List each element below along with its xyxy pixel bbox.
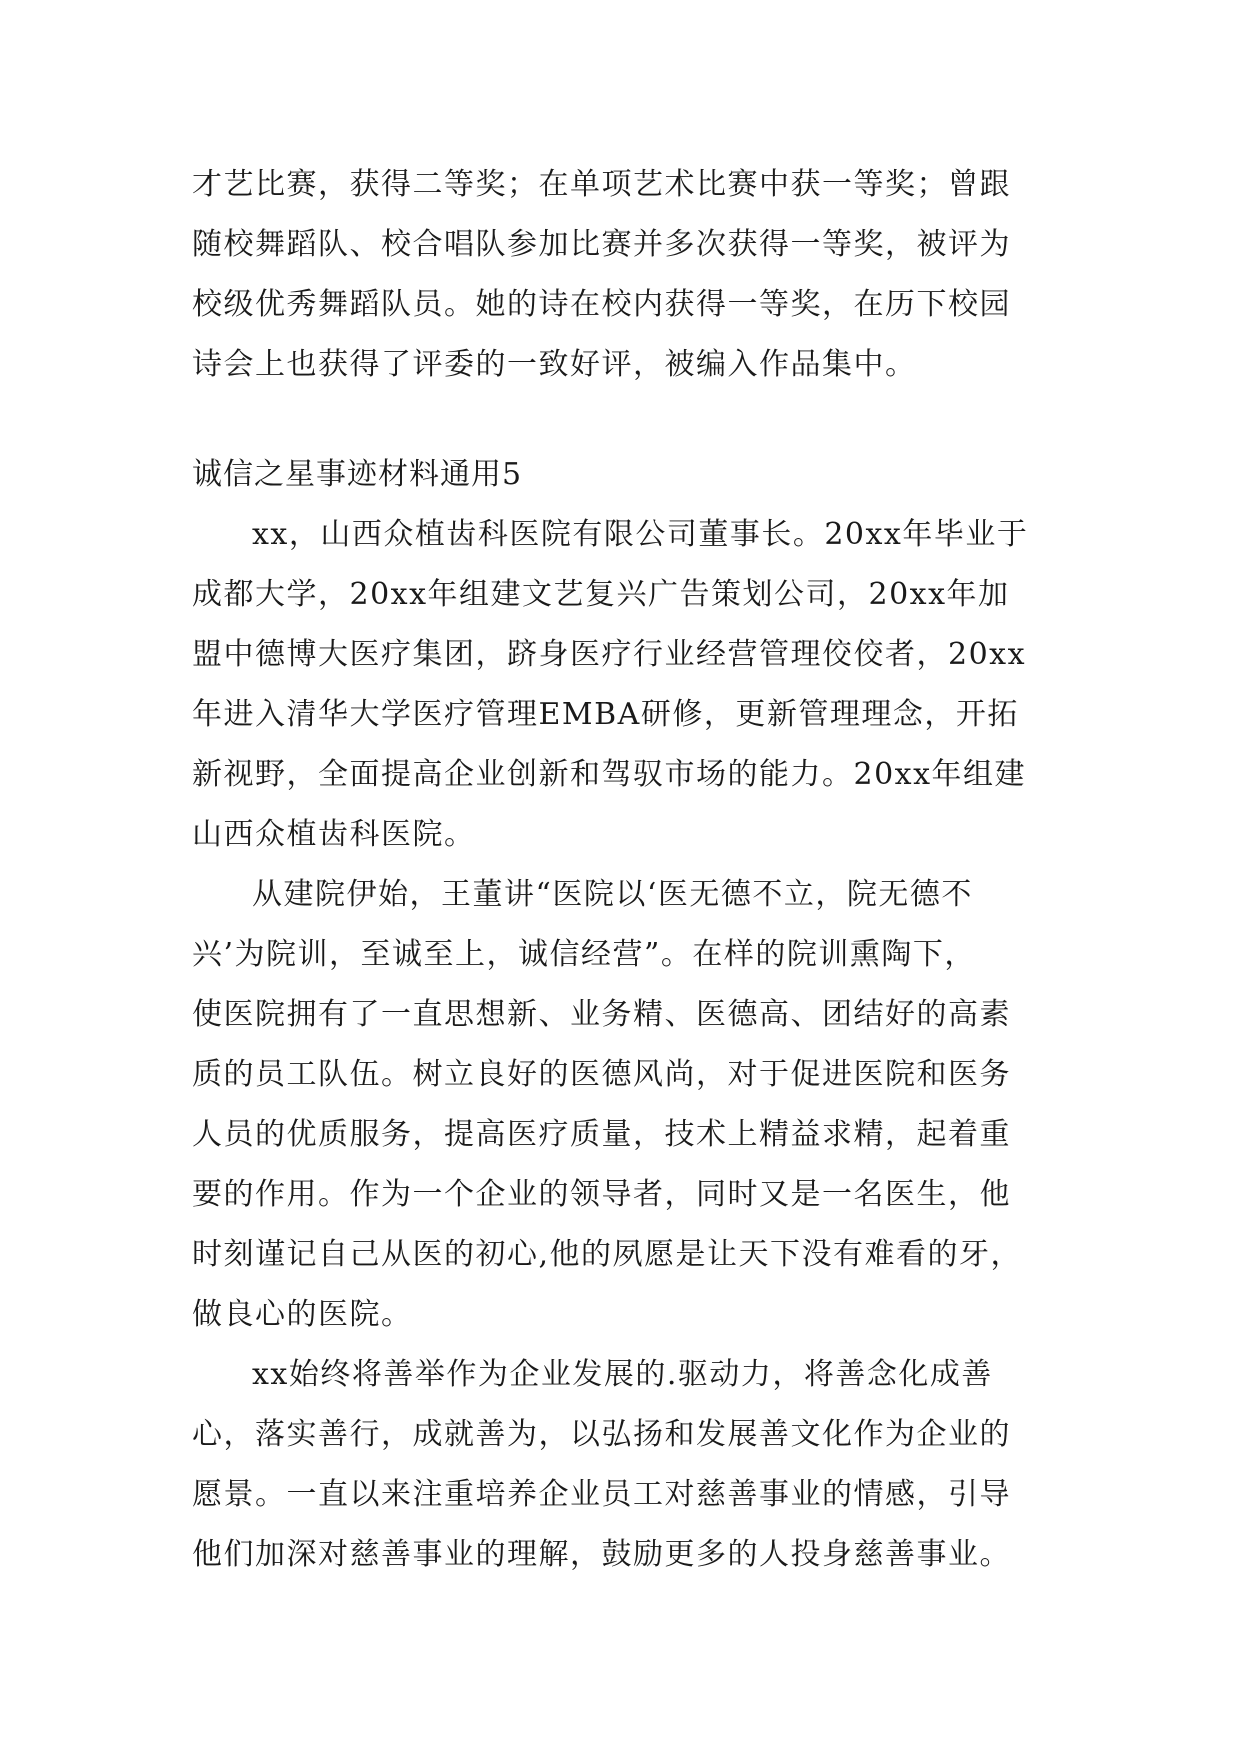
text-line: 做良心的医院。 (192, 1297, 413, 1332)
text-line: 成都大学，20xx年组建文艺复兴广告策划公司，20xx年加 (192, 577, 1010, 612)
section-title: 诚信之星事迹材料通用5 (192, 457, 523, 492)
text-line: 盟中德博大医疗集团，跻身医疗行业经营管理佼佼者，20xx (192, 637, 1027, 672)
text-line: 愿景。一直以来注重培养企业员工对慈善事业的情感，引导 (192, 1477, 1011, 1512)
text-line: 要的作用。作为一个企业的领导者，同时又是一名医生，他 (192, 1177, 1011, 1212)
text-line: xx始终将善举作为企业发展的.驱动力，将善念化成善 (252, 1357, 993, 1392)
text-line: 新视野，全面提高企业创新和驾驭市场的能力。20xx年组建 (192, 757, 1027, 792)
text-line: 才艺比赛，获得二等奖；在单项艺术比赛中获一等奖；曾跟 (192, 167, 1011, 202)
text-line: 从建院伊始，王董讲“医院以‘医无德不立，院无德不 (252, 877, 973, 912)
text-line: 校级优秀舞蹈队员。她的诗在校内获得一等奖，在历下校园 (192, 287, 1011, 322)
text-line: 心，落实善行，成就善为，以弘扬和发展善文化作为企业的 (192, 1417, 1011, 1452)
text-line: 山西众植齿科医院。 (192, 817, 476, 852)
text-line: 兴’为院训，至诚至上，诚信经营”。在样的院训熏陶下， (192, 937, 976, 972)
text-line: 使医院拥有了一直思想新、业务精、医德高、团结好的高素 (192, 997, 1011, 1032)
text-line: 时刻谨记自己从医的初心,他的夙愿是让天下没有难看的牙， (192, 1237, 1023, 1272)
text-line: 质的员工队伍。树立良好的医德风尚，对于促进医院和医务 (192, 1057, 1011, 1092)
text-line: 他们加深对慈善事业的理解，鼓励更多的人投身慈善事业。 (192, 1537, 1011, 1572)
text-line: 随校舞蹈队、校合唱队参加比赛并多次获得一等奖，被评为 (192, 227, 1011, 262)
text-line: 人员的优质服务，提高医疗质量，技术上精益求精，起着重 (192, 1117, 1011, 1152)
text-line: 年进入清华大学医疗管理EMBA研修，更新管理理念，开拓 (192, 697, 1019, 732)
text-line: xx，山西众植齿科医院有限公司董事长。20xx年毕业于 (252, 517, 1029, 552)
text-line: 诗会上也获得了评委的一致好评，被编入作品集中。 (192, 347, 917, 382)
